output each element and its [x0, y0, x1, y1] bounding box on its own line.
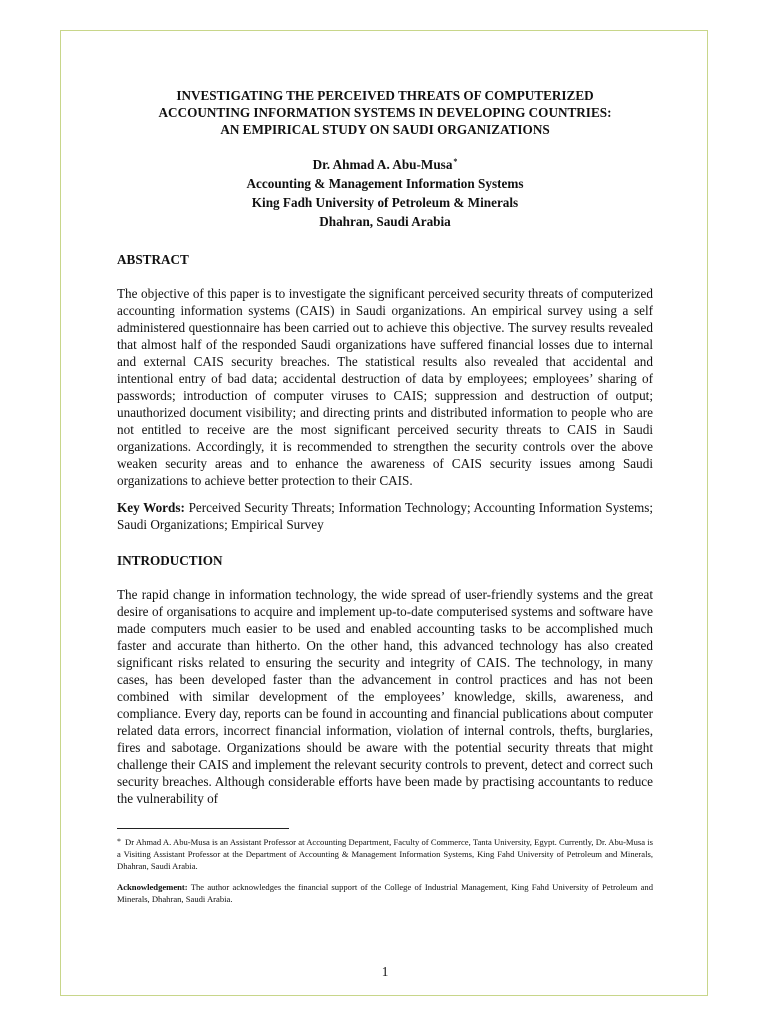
author-location: Dhahran, Saudi Arabia [319, 214, 451, 229]
introduction-text: The rapid change in information technology, the wide spread of user-friendly systems and the great desire of organisations to acquire and implement up-to-date computerised systems and software have made computers much easier to be used and enabled accounting tasks to be accomplished much faster and accurate than hitherto. On the other hand, this advanced technology has also created significant risks related to ensuring the security and integrity of CAIS. The technology, in many cases, has been developed faster than the advancement in control practices and has not been combined with similar development of the employees’ knowledge, skills, awareness, and compliance. Every day, reports can be found in accounting and financial publications about computer related data errors, incorrect financial information, violation of internal controls, thefts, burglaries, fires and sabotage. Organizations should be aware with the potential security threats that might challenge their CAIS and implement the relevant security controls to prevent, detect and correct such security breaches. Although considerable efforts have been made by practising accountants to reduce the vulnerability of [117, 587, 653, 806]
title-line: AN EMPIRICAL STUDY ON SAUDI ORGANIZATIONS [220, 122, 550, 137]
page-number: 1 [381, 964, 389, 979]
keywords [117, 499, 653, 533]
author-footnote-marker: * [453, 157, 458, 166]
introduction-heading: INTRODUCTION [117, 553, 223, 568]
abstract-text: The objective of this paper is to investigate the significant perceived security threats of computerized accounting information systems (CAIS) in Saudi organizations. An empirical survey using a self administered questionnaire has been carried out to achieve this objective. The survey results revealed that almost half of the responded Saudi organizations have suffered financial losses due to internal and external CAIS security breaches. The statistical results also revealed that accidental and intentional entry of bad data; accidental destruction of data by employees; employees’ sharing of passwords; introduction of computer viruses to CAIS; suppression and destruction of output; unauthorized document visibility; and directing prints and distributed information to people who are not entitled to receive are the most significant perceived security threats to CAIS in Saudi organizations. Accordingly, it is recommended to strengthen the security controls over the above weaken security areas and to enhance the awareness of CAIS security issues among Saudi organizations to achieve better protection to their CAIS. [117, 286, 653, 488]
keywords-text: Perceived Security Threats; Information Technology; Accounting Information Systems; Saudi Organizations; Empirical Survey [117, 500, 654, 532]
keywords-label: Key Words: [117, 500, 185, 515]
author-footnote-text: Dr Ahmad A. Abu-Musa is an Assistant Professor at Accounting Department, Faculty of Commerce, Tanta University, Egypt. Currently, Dr. Abu-Musa is a Visiting Assistant Professor at the Department of Accounting & Management Information Systems, King Fahd University of Petroleum and Minerals, Dhahran, Saudi Arabia. [117, 837, 653, 871]
author-block [117, 155, 653, 231]
author-university: King Fadh University of Petroleum & Minerals [251, 195, 519, 210]
title-line: INVESTIGATING THE PERCEIVED THREATS OF COMPUTERIZED [176, 88, 594, 103]
author-name-line [117, 155, 653, 174]
footnote-marker: * [117, 837, 121, 846]
footnote-separator [117, 828, 289, 829]
author-name: Dr. Ahmad A. Abu-Musa [312, 157, 453, 172]
footnotes [117, 836, 653, 905]
acknowledgement-label: Acknowledgement: [117, 882, 188, 892]
title-line: ACCOUNTING INFORMATION SYSTEMS IN DEVELOPING COUNTRIES: [158, 105, 612, 120]
author-department: Accounting & Management Information Systems [246, 176, 524, 191]
author-footnote [117, 836, 653, 872]
abstract-heading: ABSTRACT [117, 252, 189, 267]
paper-body [117, 87, 653, 807]
acknowledgement [117, 881, 653, 905]
acknowledgement-text: The author acknowledges the financial support of the College of Industrial Management, King Fahd University of Petroleum and Minerals, Dhahran, Saudi Arabia. [117, 882, 653, 904]
paper-title [117, 87, 653, 138]
